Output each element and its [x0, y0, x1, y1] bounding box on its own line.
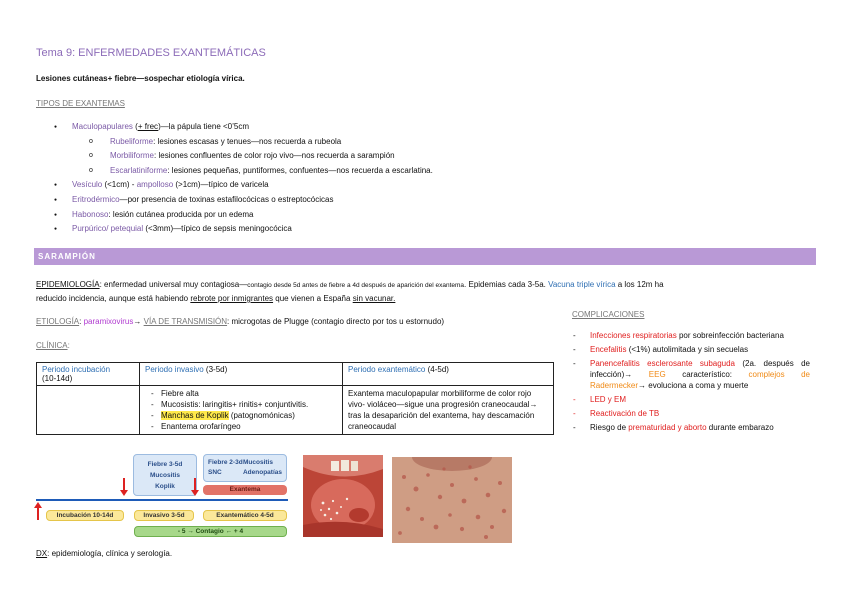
intro-text: Lesiones cutáneas+ fiebre—sospechar etiología vírica.: [36, 74, 245, 83]
table-row: [37, 363, 554, 386]
epidemiology-paragraph: EPIDEMIOLOGÍA: enfermedad universal muy contagiosa—contagio desde 5d antes de fiebre a 4d después de aparición del exantema. Epidemias cada 3-5a. Vacuna triple vírica a los 12m ha reducido incidencia, aunque está habiendo rebrote por inmigrantes que vienen a España sin vacunar.: [36, 280, 664, 303]
arrow-up-icon: [37, 506, 39, 520]
timeline-axis: [36, 499, 288, 501]
list-item: - Panencefalitis esclerosante subaguda (2a. después de infección)→ EEG característico: complejos de Radermecker→ evoluciona a coma y muerte: [572, 358, 810, 391]
table-header-cell: Periodo invasivo (3-5d): [140, 363, 343, 386]
exantema-bar: Exantema: [203, 485, 287, 495]
arrow-up-icon: [34, 502, 42, 508]
table-header-cell: Periodo exantemático (4-5d): [343, 363, 554, 386]
list-item: o Escarlatiniforme: lesiones pequeñas, puntiformes, confuentes—nos recuerda a escarlatina.: [50, 164, 433, 179]
page-title: Tema 9: ENFERMEDADES EXANTEMÁTICAS: [36, 47, 266, 59]
list-item: - LED y EM: [572, 394, 810, 405]
exanthem-types-list: [50, 120, 433, 237]
arrow-down-icon: [120, 490, 128, 496]
table-cell: [37, 386, 140, 435]
rash-illustration: [392, 457, 512, 543]
table-cell: Exantema maculopapular morbiliforme de color rojo vivo- violáceo—sigue una progresión craneocaudal→ tras la desaparición del exantema, hay descamación craneocaudal: [343, 386, 554, 435]
exanthematic-bar: Exantemático 4-5d: [203, 510, 287, 521]
list-item: ● Eritrodérmico—por presencia de toxinas estafilocócicas o estreptocócicas: [50, 193, 433, 208]
types-heading: TIPOS DE EXANTEMAS: [36, 99, 125, 108]
contagion-bar: - 5 → Contagio ← + 4: [134, 526, 287, 537]
exanthem-phase-box: Fiebre 2-3d SNC Mucositis Adenopatías: [203, 454, 287, 482]
table-header-cell: Periodo incubación (10-14d): [37, 363, 140, 386]
mouth-illustration: [303, 455, 383, 537]
list-item: ● Habonoso: lesión cutánea producida por un edema: [50, 208, 433, 223]
measles-rash-photo: [392, 457, 512, 543]
arrow-down-icon: [191, 490, 199, 496]
list-item: - Riesgo de prematuridad y aborto durante embarazo: [572, 422, 810, 433]
invasive-bar: Invasivo 3-5d: [134, 510, 194, 521]
list-item: - Infecciones respiratorias por sobreinfección bacteriana: [572, 330, 810, 341]
etiology-line: ETIOLOGÍA: paramixovirus→ VÍA DE TRANSMISIÓN: microgotas de Plugge (contagio directo por tos u estornudo): [36, 317, 445, 326]
list-item: o Rubeliforme: lesiones escasas y tenues—nos recuerda a rubeola: [50, 135, 433, 150]
diagnosis-line: DX: epidemiología, clínica y serología.: [36, 549, 173, 558]
list-item: o Morbiliforme: lesiones confluentes de color rojo vivo—nos recuerda a sarampión: [50, 149, 433, 164]
incubation-bar: Incubación 10-14d: [46, 510, 124, 521]
complications-heading: COMPLICACIONES: [572, 310, 645, 319]
list-item: - Encefalitis (<1%) autolimitada y sin secuelas: [572, 344, 810, 355]
koplik-spots-photo: [303, 455, 383, 537]
list-item: ● Purpúrico/ petequial (<3mm)—típico de sepsis meningocócica: [50, 222, 433, 237]
invasive-phase-box: Fiebre 3-5d Mucositis Koplik: [133, 454, 197, 496]
complications-list: [572, 330, 810, 436]
timeline-diagram: [36, 452, 296, 544]
clinical-periods-table: [36, 362, 554, 435]
table-row: [37, 386, 554, 435]
list-item: - Reactivación de TB: [572, 408, 810, 419]
table-cell: - Fiebre alta - Mucosistis: laringitis+ rinitis+ conjuntivitis. - Manchas de Koplik (patognomónicas) - Enantema orofaríngeo: [140, 386, 343, 435]
section-band: SARAMPIÓN: [34, 248, 816, 265]
list-item: ● Vesículo (<1cm) - ampolloso (>1cm)—típico de varicela: [50, 178, 433, 193]
clinica-heading: CLÍNICA:: [36, 341, 70, 350]
list-item: ● Maculopapulares (+ frec)—la pápula tiene <0’5cm: [50, 120, 433, 135]
